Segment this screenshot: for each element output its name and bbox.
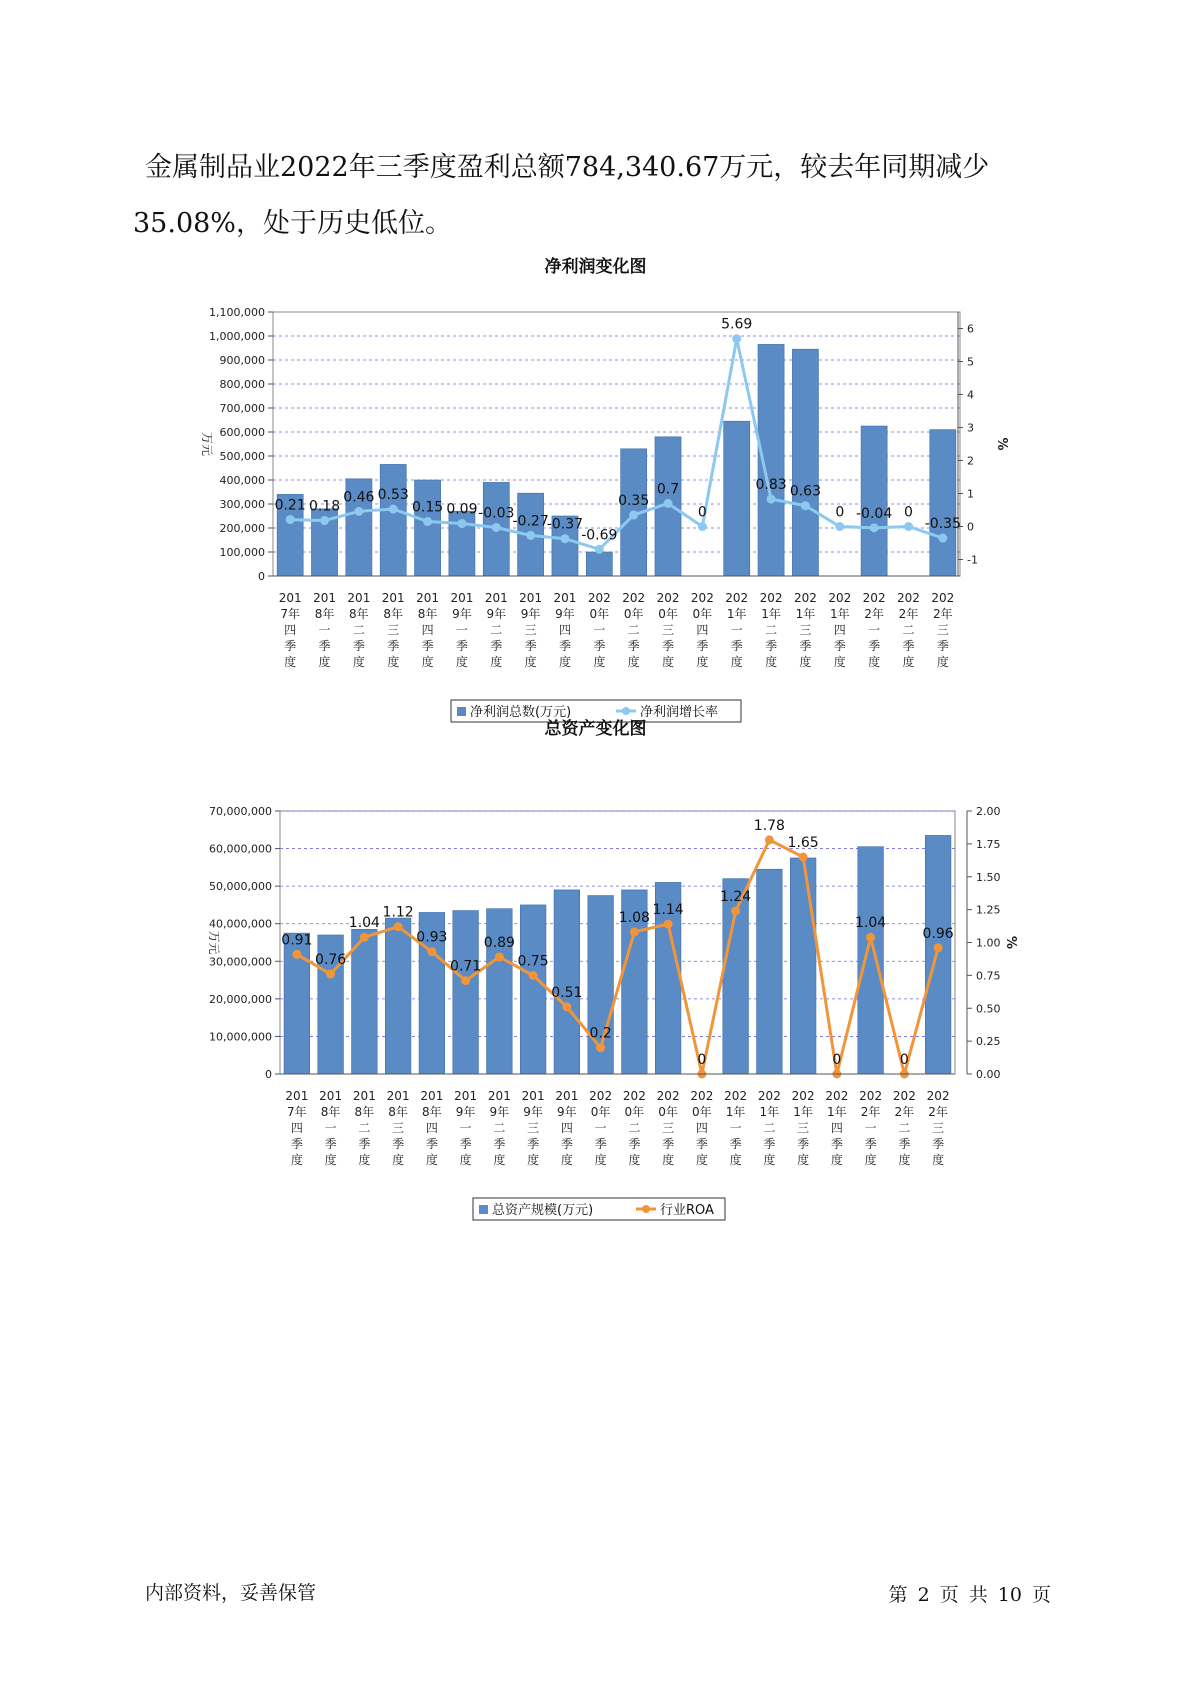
data-label: 0.89 [483,934,515,951]
line-point [698,522,707,531]
y-tick-label: 300,000 [219,498,265,511]
line-point [286,515,295,524]
y2-tick-label: 0.00 [976,1068,1001,1081]
data-label: 5.69 [721,316,753,333]
plot-area [280,811,955,1074]
data-label: 0.21 [274,497,306,514]
legend-bar-label: 总资产规模(万元) [492,1203,594,1218]
y2-axis-title: % [994,437,1009,451]
line-point [664,920,673,929]
x-tick-label: 202 2年二季度 [892,1089,916,1167]
data-label: 0.83 [755,477,787,494]
y-tick-label: 1,100,000 [209,306,265,319]
data-label: 1.65 [787,835,819,852]
line-point [596,1043,605,1052]
data-label: 1.12 [382,904,414,921]
x-tick-label: 201 8年四季度 [416,591,440,669]
x-tick-label: 202 0年四季度 [690,1089,714,1167]
line-point [767,495,776,504]
legend-line-label: 净利润增长率 [640,705,719,720]
y-tick-label: 700,000 [219,402,265,415]
data-label: 0.35 [618,492,650,509]
data-label: 1.04 [348,915,380,932]
y2-tick-label: 2 [967,454,974,468]
x-tick-label: 202 2年三季度 [931,591,955,669]
data-label: 0.09 [446,501,478,518]
data-label: -0.35 [924,516,961,533]
y-tick-label: 100,000 [219,546,265,559]
bar [520,905,546,1074]
data-label: 0 [899,1052,909,1068]
line-point [320,516,329,525]
bar [380,464,406,576]
x-tick-label: 201 8年四季度 [420,1089,444,1167]
y-tick-label: 1,000,000 [209,330,265,343]
x-tick-label: 202 2年一季度 [862,591,886,669]
line-point [866,933,875,942]
x-tick-label: 202 0年三季度 [656,1089,680,1167]
y-tick-label: 900,000 [219,354,265,367]
y-tick-label: 500,000 [219,450,265,463]
data-label: -0.04 [856,505,893,522]
y-tick-label: 40,000,000 [209,917,272,931]
x-tick-label: 201 9年二季度 [484,591,508,669]
line-point [360,933,369,942]
y2-tick-label: 0.50 [976,1002,1001,1016]
line-point [560,534,569,543]
data-label: 0.96 [922,925,954,942]
y2-tick-label: 1.75 [976,837,1001,851]
x-tick-label: 202 0年二季度 [622,1089,646,1167]
legend-line-marker [642,1205,650,1213]
bar [554,890,580,1074]
line-point [529,971,538,980]
bar [487,909,513,1074]
footer-confidential: 内部资料，妥善保管 [145,1582,317,1604]
y2-tick-label: 1 [967,487,974,501]
data-label: 1.24 [720,888,752,905]
x-tick-label: 202 0年一季度 [589,1089,613,1167]
x-tick-label: 202 2年三季度 [926,1089,950,1167]
line-point [427,947,436,956]
y2-axis-title: % [1003,935,1018,950]
line-point [292,950,301,959]
footer-page-number: 第 2 页 共 10 页 [888,1584,1051,1606]
y-tick-label: 50,000,000 [209,880,272,894]
y-tick-label: 30,000,000 [209,955,272,969]
x-tick-label: 202 0年四季度 [690,591,714,669]
data-label: 1.14 [652,902,684,919]
line-point [765,835,774,844]
x-tick-label: 201 9年四季度 [555,1089,579,1167]
line-point [562,1002,571,1011]
line-point [492,523,501,532]
chart-title-total-assets: 总资产变化图 [544,719,647,739]
bar [861,426,887,576]
line-point [630,927,639,936]
bar [930,430,956,576]
legend-bar-swatch [479,1205,488,1214]
x-tick-label: 201 9年一季度 [450,591,474,669]
net-profit-chart [0,282,1191,720]
data-label: 0.15 [411,499,444,516]
bar [385,918,411,1074]
x-tick-label: 201 8年三季度 [386,1089,410,1167]
x-tick-label: 202 1年二季度 [757,1089,781,1167]
x-tick-label: 201 8年三季度 [381,591,405,669]
total-assets-chart [0,744,1191,1218]
data-label: 0.53 [377,487,409,504]
y2-tick-label: 5 [967,355,974,369]
x-tick-label: 202 0年三季度 [656,591,680,669]
y-tick-label: 10,000,000 [209,1030,272,1044]
data-label: -0.27 [512,513,549,530]
paragraph-line-1: 金属制品业2022年三季度盈利总额784,340.67万元，较去年同期减少 [145,152,990,183]
y2-tick-label: 0.75 [976,969,1001,983]
bar [453,911,479,1074]
data-label: 0.91 [281,932,313,949]
data-label: 0.75 [517,953,549,970]
x-tick-label: 201 7年四季度 [285,1089,309,1167]
x-tick-label: 202 0年一季度 [587,591,611,669]
x-tick-label: 202 1年二季度 [759,591,783,669]
y2-tick-label: -1 [967,553,978,567]
x-tick-label: 201 9年二季度 [487,1089,511,1167]
y2-tick-label: 1.00 [976,936,1001,950]
y2-tick-label: 6 [967,322,974,336]
y2-tick-label: 0 [967,520,974,534]
line-point [394,922,403,931]
x-tick-label: 201 9年四季度 [553,591,577,669]
data-label: 0.76 [315,952,347,969]
x-tick-label: 201 8年二季度 [347,591,371,669]
x-tick-label: 202 1年一季度 [724,1089,748,1167]
bar [925,835,951,1074]
bar [415,480,441,576]
y2-tick-label: 4 [967,388,974,402]
paragraph-line-2: 35.08%，处于历史低位。 [133,208,452,239]
line-point [870,523,879,532]
x-tick-label: 202 1年三季度 [793,591,817,669]
data-label: 0 [904,504,913,521]
y-axis-title: 万元 [200,431,214,457]
bar [724,421,750,576]
line-point [731,906,740,915]
line-point [732,334,741,343]
data-label: -0.37 [546,516,584,533]
line-point [934,943,943,952]
data-label: 0 [697,504,707,521]
data-label: 0.71 [450,958,482,975]
data-label: -0.69 [581,527,618,544]
data-label: 0.18 [308,498,341,515]
bar [858,847,884,1074]
data-label: 1.04 [855,915,887,932]
x-tick-label: 202 2年一季度 [859,1089,883,1167]
data-label: 0 [832,1052,842,1068]
x-tick-label: 202 1年一季度 [725,591,749,669]
line-point [457,519,466,528]
line-point [799,853,808,862]
data-label: 0.2 [589,1025,612,1042]
data-label: 0 [835,504,845,521]
bar [757,869,783,1074]
line-point [801,501,810,510]
line-point [495,952,504,961]
y2-tick-label: 2.00 [976,805,1001,818]
y-tick-label: 600,000 [219,426,265,439]
y-tick-label: 60,000,000 [209,842,272,856]
x-tick-label: 202 2年二季度 [897,591,920,669]
chart-title-net-profit: 净利润变化图 [544,257,647,277]
bar [792,349,818,576]
line-point [389,505,398,514]
y2-tick-label: 1.25 [976,903,1001,917]
line-point [526,531,535,540]
x-tick-label: 201 8年二季度 [352,1089,376,1167]
x-tick-label: 202 1年三季度 [791,1089,815,1167]
y-tick-label: 0 [258,570,265,583]
y-tick-label: 70,000,000 [209,805,272,818]
data-label: 0.46 [343,489,375,506]
y2-tick-label: 3 [967,421,974,435]
data-label: 0 [697,1052,707,1068]
line-point [595,545,604,554]
x-tick-label: 201 9年三季度 [521,1089,545,1167]
data-label: 0.51 [551,984,583,1001]
y-tick-label: 400,000 [219,474,265,487]
x-tick-label: 201 9年三季度 [519,591,543,669]
y-axis-title: 万元 [207,930,221,955]
data-label: 1.08 [618,909,650,926]
y-tick-label: 0 [265,1068,272,1081]
line-point [461,976,470,985]
line-point [835,522,844,531]
y2-tick-label: 0.25 [976,1035,1001,1049]
x-tick-label: 202 1年四季度 [828,591,852,669]
line-point [629,510,638,519]
data-label: 0.93 [416,929,448,946]
x-tick-label: 201 7年四季度 [278,591,302,669]
y-tick-label: 800,000 [219,378,265,391]
x-tick-label: 202 0年二季度 [622,591,646,669]
y-tick-label: 200,000 [219,522,265,535]
x-tick-label: 201 8年一季度 [313,591,336,669]
bar [352,929,378,1074]
x-tick-label: 201 9年一季度 [454,1089,478,1167]
line-point [664,499,673,508]
line-point [326,970,335,979]
line-point [423,517,432,526]
x-tick-label: 201 8年一季度 [319,1089,343,1167]
legend-bar-label: 净利润总数(万元) [470,705,572,720]
data-label: 0.7 [656,481,680,498]
line-point [354,507,363,516]
data-label: 0.63 [789,483,822,500]
bar [586,552,612,576]
line-point [938,534,947,543]
legend-line-label: 行业ROA [660,1203,714,1218]
data-label: 1.78 [753,817,785,834]
line-point [904,522,913,531]
y-tick-label: 20,000,000 [209,992,272,1006]
bar [790,858,816,1074]
y2-tick-label: 1.50 [976,870,1001,884]
data-label: -0.03 [478,505,515,522]
x-tick-label: 202 1年四季度 [825,1089,849,1167]
